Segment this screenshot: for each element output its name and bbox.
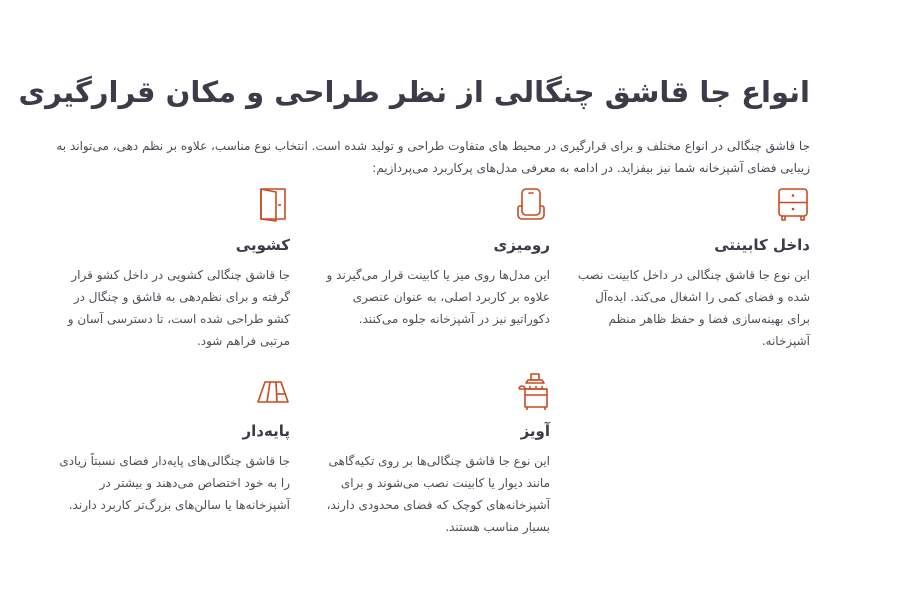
card-text: جا قاشق چنگالی کشویی در داخل کشو قرار گرفته و برای نظم‌دهی به قاشق و چنگال در کشو طراحی شده است، تا دسترسی آسان و مرتبی فراهم شود. [67,268,290,348]
card-text: این نوع جا قاشق چنگالی‌ها بر روی تکیه‌گاهی مانند دیوار یا کابینت نصب می‌شوند و برای آشپزخانه‌های کوچک که فضای محدودی دارند، بسیار مناسب هستند. [326,454,550,534]
countertop-holder-icon [514,186,548,224]
card-countertop [310,186,550,330]
card-text: این مدل‌ها روی میز یا کابینت قرار می‌گیرند و علاوه بر کاربرد اصلی، به عنوان عنصری دکوراتیو نیز در آشپزخانه جلوه می‌کنند. [326,268,550,326]
floor-stand-icon [256,372,290,410]
card-floor-stand [50,372,290,516]
wall-kitchen-icon [516,372,550,410]
cabinet-drawers-icon [776,186,810,224]
section-intro: جا قاشق چنگالی در انواع مختلف و برای قرارگیری در محیط های متفاوت طراحی و تولید شده است. انتخاب نوع مناسب، علاوه بر نظم دهی، می‌تواند به زیبایی فضای آشپزخانه شما نیز بیفزاید. در ادامه به معرفی مدل‌های پرکاربرد می‌پردازیم: [56,139,810,175]
card-title: داخل کابینتی [714,236,810,254]
card-text: جا قاشق چنگالی‌های پایه‌دار فضای نسبتاً زیادی را به خود اختصاص می‌دهند و بیشتر در آشپزخانه‌ها یا سالن‌های بزرگ‌تر کاربرد دارند. [59,454,290,512]
card-drawer [50,186,290,352]
card-title: رومیزی [493,236,550,254]
section-title: انواع جا قاشق چنگالی از نظر طراحی و مکان قرارگیری [18,75,810,109]
card-text: این نوع جا قاشق چنگالی در داخل کابینت نصب شده و فضای کمی را اشغال می‌کند. ایده‌آل برای بهینه‌سازی فضا و حفظ ظاهر منظم آشپزخانه. [577,268,810,348]
card-title: کشویی [235,236,290,254]
card-title: آویز [520,422,550,440]
card-title: پایه‌دار [242,422,290,440]
card-wall-mounted [310,372,550,538]
drawer-door-icon [256,186,290,224]
card-inside-cabinet [570,186,810,352]
